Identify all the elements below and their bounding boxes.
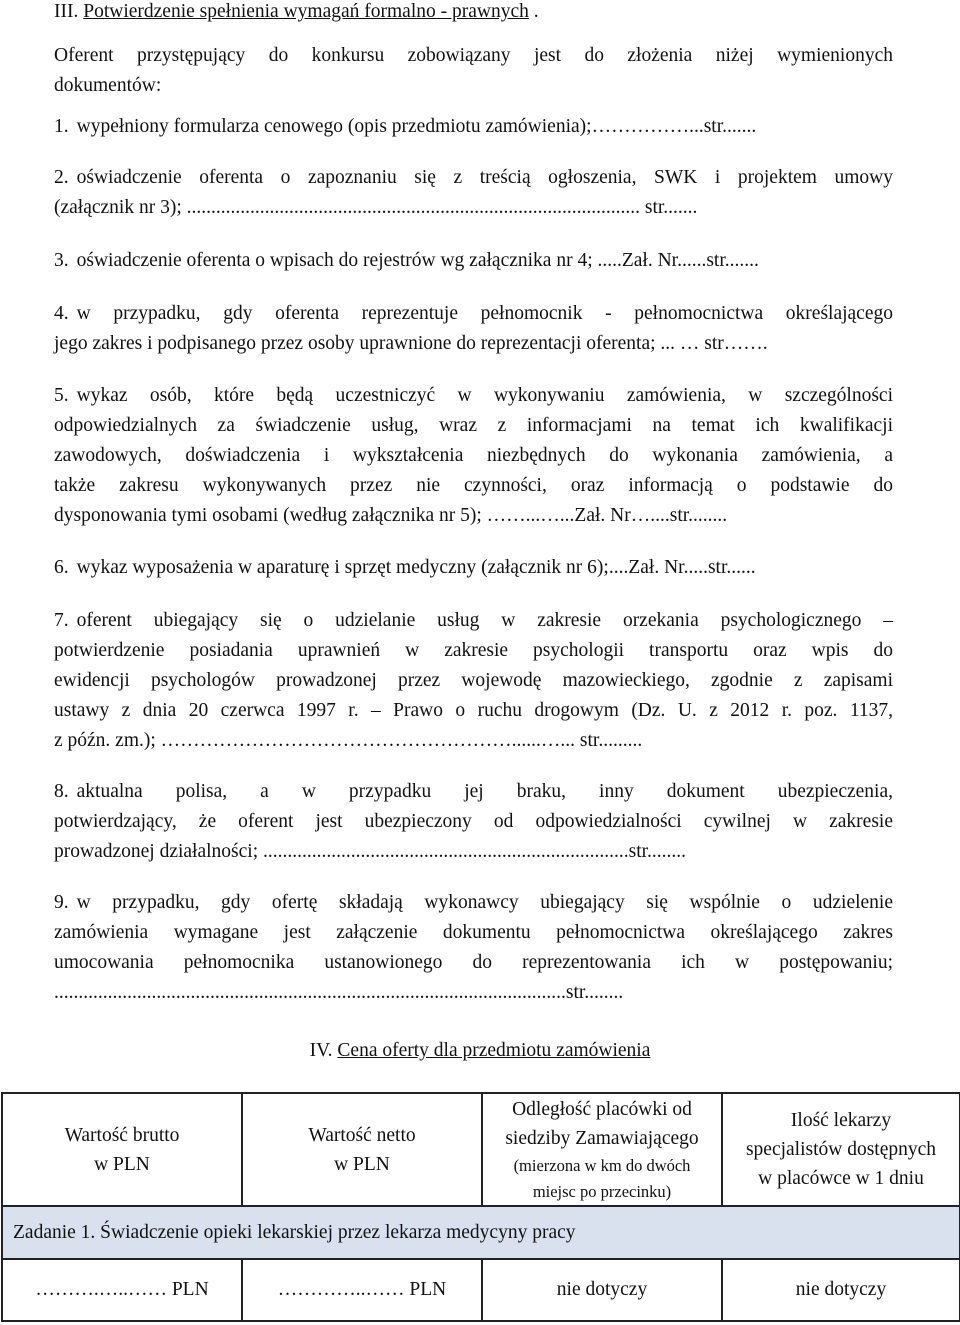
item-text: wykaz osób, które będą uczestniczyć w wykonywaniu zamówienia, w szczególności [76, 385, 893, 406]
item-text: oświadczenie oferenta o wpisach do rejestrów wg załącznika nr 4; .....Zał. Nr......str....... [76, 250, 759, 271]
list-item-4-cont: jego zakres i podpisanego przez osoby uprawnione do reprezentacji oferenta; ... … str……. [54, 333, 768, 354]
item-text: wykaz wyposażenia w aparaturę i sprzęt medyczny (załącznik nr 6);....Zał. Nr.....str...... [76, 557, 756, 578]
header-text: w placówce w 1 dniu [758, 1168, 924, 1189]
item-text: w przypadku, gdy oferenta reprezentuje pełnomocnik - pełnomocnictwa określającego [76, 303, 893, 324]
header-text: w PLN [94, 1153, 150, 1175]
header-distance [482, 1093, 722, 1206]
list-item-8 [54, 780, 893, 804]
item-number: 5. [54, 385, 69, 406]
item-number: 2. [54, 167, 69, 188]
distance-cell: nie dotyczy [482, 1259, 722, 1321]
item-number: 7. [54, 610, 69, 631]
item-number: 8. [54, 781, 69, 802]
section-iv-title: Cena oferty dla przedmiotu zamówienia [337, 1040, 651, 1061]
table-header-row [2, 1093, 960, 1206]
section-iii-title: Potwierdzenie spełnienia wymagań formalno - prawnych [83, 1, 529, 22]
item-number: 1. [54, 116, 69, 137]
net-value-cell[interactable]: …………..…… PLN [242, 1259, 482, 1321]
section-iv-heading [0, 1039, 960, 1063]
section-iii-numeral: III. [54, 1, 79, 22]
list-item-9-cont: zamówienia wymagane jest załączenie dokumentu pełnomocnictwa określającego zakres [54, 922, 893, 943]
item-number: 4. [54, 303, 69, 324]
section-iii-title-tail: . [528, 1, 539, 22]
item-number: 6. [54, 557, 69, 578]
item-number: 9. [54, 892, 69, 913]
task-row [2, 1206, 960, 1259]
list-item-5-cont: dysponowania tymi osobami (według załącznika nr 5); ……...…...Zał. Nr…....str........ [54, 505, 728, 526]
list-item-7 [54, 609, 893, 633]
item-text: w przypadku, gdy ofertę składają wykonawcy ubiegający się wspólnie o udzielenie [76, 892, 893, 913]
task-label: Zadanie 1. Świadczenie opieki lekarskiej przez lekarza medycyny pracy [2, 1206, 960, 1259]
list-item-3 [54, 249, 893, 273]
header-text: Odległość placówki od [512, 1098, 692, 1120]
header-text: Wartość brutto [64, 1124, 180, 1146]
list-item-8-cont: potwierdzający, że oferent jest ubezpieczony od odpowiedzialności cywilnej w zakresie [54, 811, 893, 832]
list-item-9-cont: .........................................................................................................str........ [54, 982, 624, 1003]
gross-value-cell[interactable]: ……….…..…… PLN [2, 1259, 242, 1321]
list-item-7-cont: potwierdzenie posiadania uprawnień w zakresie psychologii transportu oraz wpis do [54, 640, 893, 661]
list-item-5-cont: odpowiedzialnych za świadczenie usług, wraz z informacjami na temat ich kwalifikacji [54, 415, 893, 436]
header-net-value [242, 1093, 482, 1206]
header-text: w PLN [334, 1153, 390, 1175]
section-iii-heading [54, 0, 539, 24]
item-text: wypełniony formularza cenowego (opis przedmiotu zamówienia);……………...str....... [76, 116, 757, 137]
list-item-6 [54, 556, 893, 580]
list-item-5-cont: zawodowych, doświadczenia i wykształcenia niezbędnych do wykonania zamówienia, a [54, 445, 893, 466]
list-item-1 [54, 115, 893, 139]
list-item-9 [54, 891, 893, 915]
price-table [1, 1092, 960, 1322]
intro-line-1: Oferent przystępujący do konkursu zobowiązany jest do złożenia niżej wymienionych [54, 45, 893, 66]
list-item-9-cont: umocowania pełnomocnika ustanowionego do reprezentowania ich w postępowaniu; [54, 952, 893, 973]
header-note: (mierzona w km do dwóch [513, 1155, 691, 1175]
header-text: specjalistów dostępnych [745, 1139, 937, 1160]
list-item-2 [54, 166, 893, 190]
header-specialists-count [722, 1093, 960, 1206]
section-iv-numeral: IV. [309, 1040, 333, 1061]
list-item-4 [54, 302, 893, 326]
specialists-cell: nie dotyczy [722, 1259, 960, 1321]
list-item-7-cont: z późn. zm.); ………………………………………………......…... str......... [54, 730, 643, 751]
item-text: oświadczenie oferenta o zapoznaniu się z treścią ogłoszenia, SWK i projektem umowy [76, 167, 893, 188]
item-text: oferent ubiegający się o udzielanie usług w zakresie orzekania psychologicznego – [76, 610, 893, 631]
item-number: 3. [54, 250, 69, 271]
header-text: Ilość lekarzy [790, 1110, 892, 1131]
list-item-8-cont: prowadzonej działalności; ...........................................................................str........ [54, 841, 687, 862]
list-item-5-cont: także zakresu wykonywanych przez nie czynności, oraz informacją o podstawie do [54, 475, 893, 496]
list-item-7-cont: ewidencji psychologów prowadzonej przez wojewodę mazowieckiego, zgodnie z zapisami [54, 670, 893, 691]
header-note: miejsc po przecinku) [532, 1181, 672, 1201]
intro-line-2: dokumentów: [54, 75, 162, 96]
list-item-5 [54, 384, 893, 408]
header-text: Wartość netto [308, 1124, 416, 1146]
header-text: siedziby Zamawiającego [505, 1127, 699, 1149]
item-text: aktualna polisa, a w przypadku jej braku, inny dokument ubezpieczenia, [76, 781, 893, 802]
table-row [2, 1259, 960, 1321]
list-item-2-cont: (załącznik nr 3); ............................................................................................. str....... [54, 197, 698, 218]
list-item-7-cont: ustawy z dnia 20 czerwca 1997 r. – Prawo o ruchu drogowym (Dz. U. z 2012 r. poz. 1137, [54, 700, 893, 721]
header-gross-value [2, 1093, 242, 1206]
